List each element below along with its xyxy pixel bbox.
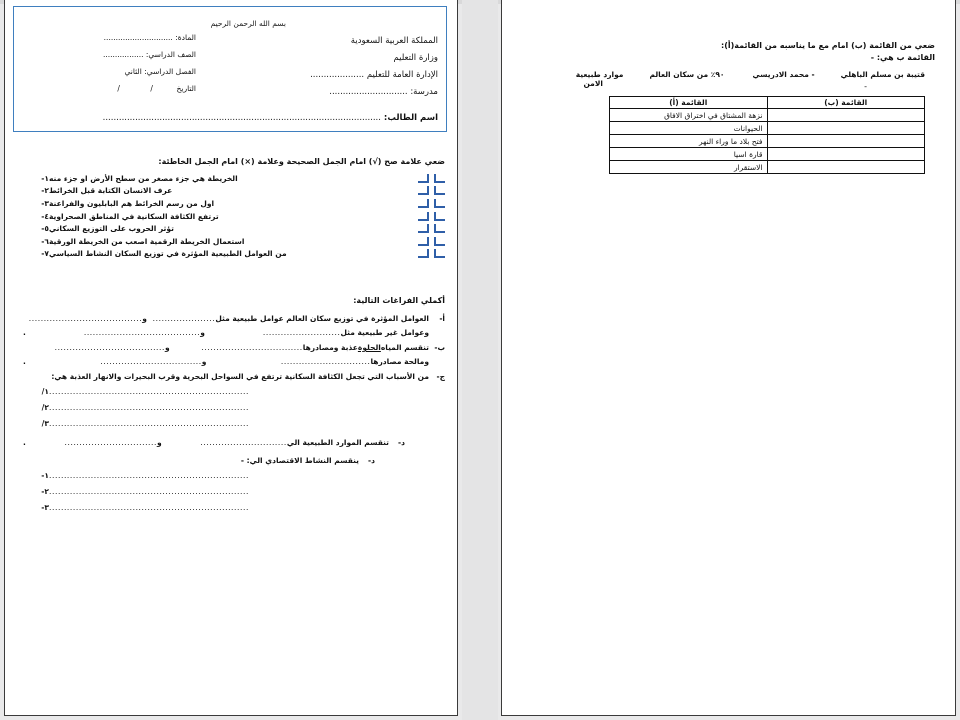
question2-body bbox=[23, 312, 445, 517]
item-b-connector: و bbox=[165, 343, 170, 352]
item-e-text: ينقسم النشاط الاقتصادي الي: - bbox=[240, 456, 359, 465]
answer-box-left-icon[interactable] bbox=[418, 212, 429, 221]
table-cell-a: نزهة المشتاق في اختراق الافاق bbox=[610, 109, 768, 122]
item-d-dots2[interactable]: ............................... bbox=[64, 438, 158, 447]
item-e-blank-2[interactable] bbox=[23, 484, 445, 500]
question1-item-number: ٤- bbox=[41, 211, 49, 221]
item-c-blank-1[interactable] bbox=[23, 384, 445, 400]
question1-item-text bbox=[49, 224, 176, 233]
item-a-line2-connector: و bbox=[200, 328, 205, 337]
question1-item-text: استعمال الخريطة الرقمية اصعب من الخريطة الورقية bbox=[49, 236, 245, 246]
answer-box-left-icon[interactable] bbox=[418, 249, 429, 258]
item-c-blank-1-number: ١/ bbox=[41, 387, 49, 396]
question1-item-number: ٧- bbox=[41, 249, 49, 259]
item-b-line2-dots2[interactable]: .................................. bbox=[100, 357, 202, 366]
answer-box-right-icon[interactable] bbox=[434, 199, 445, 208]
item-e-blank-3[interactable] bbox=[23, 500, 445, 516]
answer-box-right-icon[interactable] bbox=[434, 224, 445, 233]
header-administration-line: الإدارة العامة للتعليم .................... bbox=[310, 70, 438, 80]
header-ministry-line: وزارة التعليم bbox=[393, 53, 438, 63]
question1-item-number: ٢- bbox=[41, 186, 49, 196]
item-a-line2-dots1[interactable]: .......................... bbox=[262, 328, 341, 337]
table-cell-a: فتح بلاد ما وراء النهر bbox=[610, 135, 768, 148]
page2-choice-1: قتيبة بن مسلم الباهلي bbox=[840, 70, 925, 79]
question1-item-text: اول من رسم الخرائط هم البابليون والفراعنة bbox=[49, 198, 215, 208]
table-row bbox=[610, 148, 925, 161]
table-row bbox=[610, 135, 925, 148]
item-a-dots1[interactable]: ..................... bbox=[152, 314, 216, 323]
document-page-2 bbox=[501, 0, 956, 716]
student-name-field bbox=[24, 113, 438, 123]
item-b-label: ب- bbox=[434, 343, 445, 352]
table-cell-a: الحيوانات bbox=[610, 122, 768, 135]
header-date-slashes: / / bbox=[117, 84, 167, 93]
item-a-line2-text: وعوامل غير طبيعية مثل bbox=[340, 328, 429, 337]
question1-item-text: ترتفع الكثافة السكانية في المناطق الصحراوية bbox=[49, 211, 219, 221]
answer-box-left-icon[interactable] bbox=[418, 174, 429, 183]
question1-answer-boxes[interactable] bbox=[408, 186, 445, 195]
question2-instruction: أكملي الفراغات التالية: bbox=[353, 296, 445, 305]
item-b-text-pre: تنقسم المياه bbox=[380, 343, 429, 352]
question2-item-b bbox=[23, 341, 445, 369]
item-d-label: د- bbox=[398, 438, 405, 447]
item-e-blank-3-number: ٣- bbox=[41, 503, 49, 512]
item-b-text-post: عذبة ومصادرها bbox=[302, 343, 358, 352]
item-a-line2-dots2[interactable]: ....................................... bbox=[83, 328, 201, 337]
item-c-blank-2-dots[interactable]: ................................................................... bbox=[49, 403, 249, 412]
table-row bbox=[610, 161, 925, 174]
item-b-line2-text: ومالحة مصادرها bbox=[370, 357, 429, 366]
question1-item-text: من العوامل الطبيعية المؤثرة في توزيع السكان النشاط السياسي bbox=[49, 249, 287, 259]
student-name-label: اسم الطالب: bbox=[383, 113, 438, 123]
item-b-line2-end: . bbox=[22, 357, 26, 366]
item-c-blank-3-number: ٣/ bbox=[41, 419, 49, 428]
table-row bbox=[610, 109, 925, 122]
question2-item-e bbox=[23, 454, 445, 516]
exam-header-box bbox=[13, 6, 447, 132]
item-e-blank-2-number: ٢- bbox=[41, 487, 49, 496]
item-a-connector: و bbox=[142, 314, 147, 323]
question1-item bbox=[25, 172, 445, 185]
matching-table bbox=[609, 96, 925, 174]
page2-choice-2: - محمد الادريسي bbox=[752, 70, 815, 79]
question2-item-c bbox=[23, 370, 445, 432]
table-row bbox=[610, 122, 925, 135]
item-d-end: . bbox=[23, 438, 26, 447]
question1-item-text: الخريطة هي جزء مصغر من سطح الأرض او جزء منه bbox=[49, 173, 238, 183]
item-a-line2-end: . bbox=[23, 328, 26, 337]
item-c-blank-2-number: ٢/ bbox=[41, 403, 49, 412]
student-name-dots: ....................................................................................................... bbox=[102, 113, 381, 123]
item-c-blank-2[interactable] bbox=[23, 400, 445, 416]
answer-box-right-icon[interactable] bbox=[434, 186, 445, 195]
item-b-dots1[interactable]: .................................. bbox=[201, 343, 303, 352]
table-header-b: القائمة (ب) bbox=[767, 97, 925, 109]
question1-answer-boxes[interactable] bbox=[408, 249, 445, 258]
question1-answer-boxes[interactable] bbox=[408, 224, 445, 233]
item-d-connector: و bbox=[157, 438, 162, 447]
question1-item-number: ٦- bbox=[41, 236, 49, 246]
item-c-line1 bbox=[23, 370, 445, 384]
item-e-blank-1[interactable] bbox=[23, 468, 445, 484]
header-school-line: مدرسة: ............................. bbox=[329, 87, 438, 97]
page2-choice-4: موارد طبيعية bbox=[575, 70, 624, 79]
page2-choice-list bbox=[505, 70, 925, 79]
basmala-text: بسم الله الرحمن الرحيم bbox=[210, 19, 286, 28]
question1-item-number: ٥- bbox=[41, 224, 49, 234]
question1-item bbox=[25, 248, 445, 261]
question1-item bbox=[25, 235, 445, 248]
table-cell-b[interactable] bbox=[767, 148, 925, 161]
item-e-blank-1-number: ١- bbox=[41, 471, 49, 480]
item-d-dots1[interactable]: ............................. bbox=[200, 438, 287, 447]
document-page-1 bbox=[4, 0, 458, 716]
question1-item-number: ١- bbox=[41, 173, 49, 183]
item-c-blank-3-dots[interactable]: ................................................................... bbox=[49, 419, 249, 428]
item-e-line bbox=[23, 454, 445, 468]
item-c-blank-1-dots[interactable]: ................................................................... bbox=[49, 387, 249, 396]
question1-answer-boxes[interactable] bbox=[408, 237, 445, 246]
item-c-text: من الأسباب التي تجعل الكثافة السكانية ترتفع في السواحل البحرية وقرب البحيرات والانهار العذبة هي: bbox=[51, 372, 429, 381]
header-subject-field bbox=[21, 29, 196, 46]
table-header-a: القائمة (أ) bbox=[610, 97, 768, 109]
item-e-label: د- bbox=[368, 456, 375, 465]
table-header-row bbox=[610, 97, 925, 109]
answer-box-right-icon[interactable] bbox=[434, 237, 445, 246]
page2-sub-instruction: القائمة ب هي: - bbox=[870, 53, 935, 62]
table-cell-a: الاستقرار bbox=[610, 161, 768, 174]
header-grade-dots: ................. bbox=[102, 50, 144, 59]
answer-box-left-icon[interactable] bbox=[418, 199, 429, 208]
table-cell-b[interactable] bbox=[767, 135, 925, 148]
question1-list bbox=[25, 172, 445, 260]
item-e-blank-3-dots[interactable]: ................................................................... bbox=[49, 503, 249, 512]
question1-instruction: ضعي علامة صح (√) امام الجمل الصحيحة وعلامة (×) امام الجمل الخاطئة: bbox=[158, 157, 445, 166]
answer-box-right-icon[interactable] bbox=[434, 212, 445, 221]
header-grade-field bbox=[21, 46, 196, 63]
table-cell-b[interactable] bbox=[767, 109, 925, 122]
item-b-line1 bbox=[23, 341, 445, 355]
answer-box-right-icon[interactable] bbox=[434, 174, 445, 183]
item-c-label: ج- bbox=[436, 372, 445, 381]
question1-item-number: ٣- bbox=[41, 198, 49, 208]
question1-answer-boxes[interactable] bbox=[408, 212, 445, 221]
item-a-line2 bbox=[23, 326, 445, 340]
question1-item-text-part: تؤثر الحروب على التوزيع السكاني bbox=[49, 224, 174, 234]
item-e-blank-2-dots[interactable]: ................................................................... bbox=[49, 487, 249, 496]
answer-box-right-icon[interactable] bbox=[434, 249, 445, 258]
page2-choice-3: ٩٠٪ من سكان العالم bbox=[649, 70, 725, 79]
item-b-text-underlined: الحلوة bbox=[357, 343, 381, 352]
page-gutter bbox=[462, 0, 498, 720]
item-a-line1 bbox=[23, 312, 445, 326]
header-left-column bbox=[21, 29, 196, 97]
item-b-dots2[interactable]: ..................................... bbox=[54, 343, 166, 352]
table-cell-a: قارة اسيا bbox=[610, 148, 768, 161]
question1-item bbox=[25, 197, 445, 210]
item-e-blank-1-dots[interactable]: ................................................................... bbox=[49, 471, 249, 480]
header-kingdom-line: المملكة العربية السعودية bbox=[350, 36, 438, 46]
question1-item bbox=[25, 185, 445, 198]
table-cell-b[interactable] bbox=[767, 122, 925, 135]
page2-dash-mark: - bbox=[864, 82, 867, 91]
answer-box-left-icon[interactable] bbox=[418, 186, 429, 195]
question1-item-text: عرف الانسان الكتابة قبل الخرائط bbox=[49, 186, 173, 196]
question1-item bbox=[25, 222, 445, 235]
header-date-label: التاريخ bbox=[176, 84, 196, 93]
answer-box-left-icon[interactable] bbox=[418, 224, 429, 233]
item-a-dots2[interactable]: ...................................... bbox=[28, 314, 143, 323]
item-a-label: أ- bbox=[439, 314, 445, 323]
item-d-text: تنقسم الموارد الطبيعية الي bbox=[286, 438, 389, 447]
item-b-line2 bbox=[23, 355, 445, 369]
header-date-field bbox=[21, 80, 196, 97]
header-subject-dots: ............................. bbox=[103, 33, 173, 42]
answer-box-left-icon[interactable] bbox=[418, 237, 429, 246]
header-term-field: الفصل الدراسي: الثاني bbox=[124, 67, 196, 76]
question1-answer-boxes[interactable] bbox=[408, 199, 445, 208]
item-d-line bbox=[23, 436, 445, 450]
item-b-line2-connector: و bbox=[201, 357, 207, 366]
page2-instruction: ضعي من القائمة (ب) امام مع ما يناسبه من القائمة(أ): bbox=[721, 41, 935, 50]
item-c-blank-3[interactable] bbox=[23, 416, 445, 432]
header-subject-label: المادة: bbox=[175, 33, 196, 42]
table-cell-b[interactable] bbox=[767, 161, 925, 174]
header-grade-label: الصف الدراسي: bbox=[145, 50, 196, 59]
item-a-text: العوامل المؤثرة في توزيع سكان العالم عوامل طبيعية مثل bbox=[215, 314, 429, 323]
question2-item-a bbox=[23, 312, 445, 340]
header-right-column bbox=[203, 33, 438, 101]
item-b-line2-dots1[interactable]: .............................. bbox=[280, 357, 371, 366]
page2-stray-text: الامن bbox=[583, 79, 603, 88]
question1-item bbox=[25, 210, 445, 223]
question2-item-d bbox=[23, 436, 445, 450]
question1-answer-boxes[interactable] bbox=[408, 174, 445, 183]
